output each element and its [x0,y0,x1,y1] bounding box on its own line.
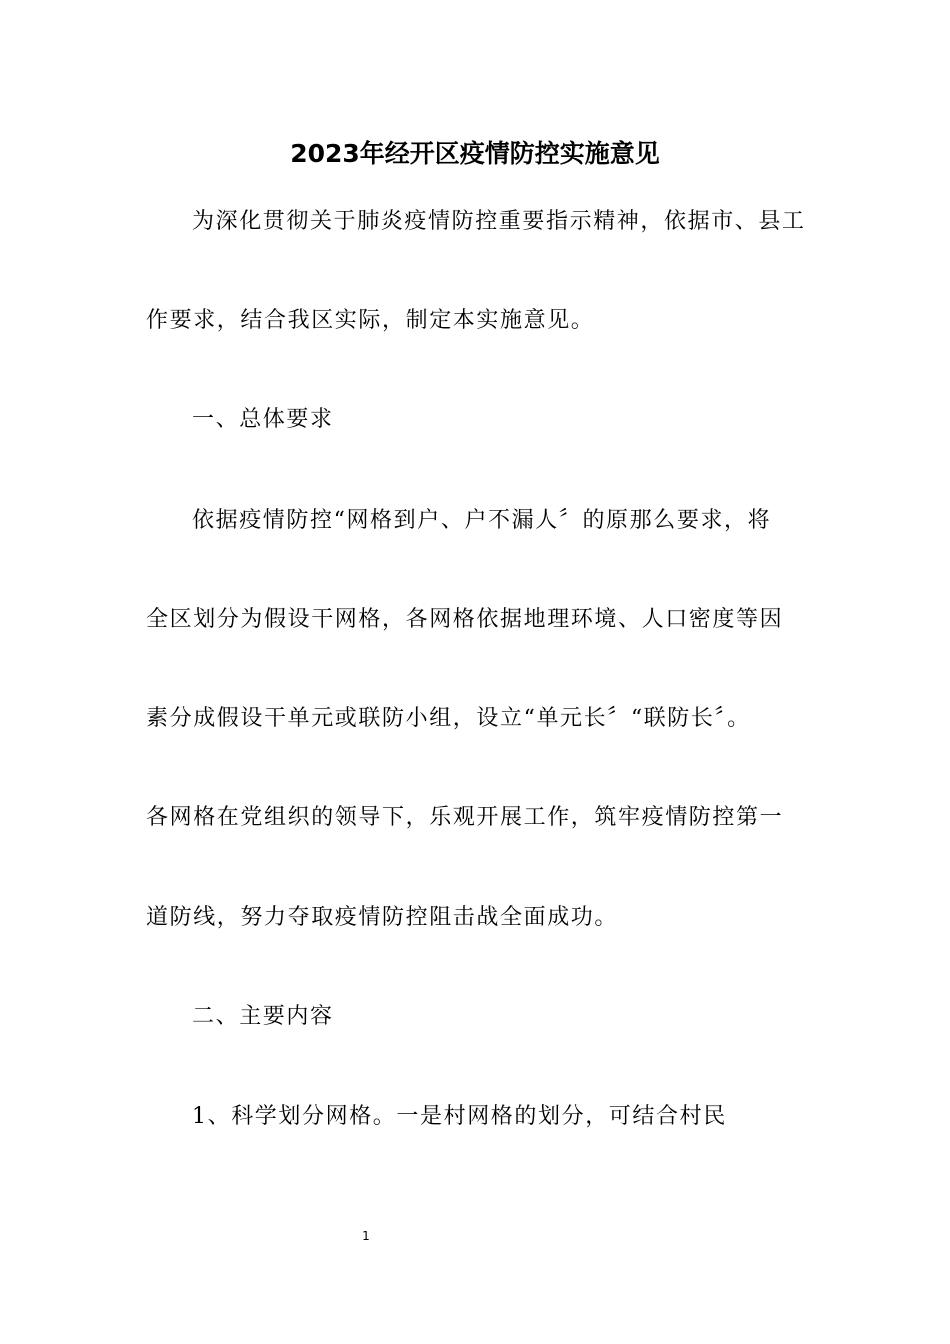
section-heading: 二、主要内容 [192,1004,334,1029]
paragraph-line: 作要求，结合我区实际，制定本实施意见。 [146,308,595,333]
paragraph-line: 素分成假设干单元或联防小组，设立“单元长〞“联防长〞。 [146,706,751,731]
paragraph-line: 1、科学划分网格。一是村网格的划分，可结合村民 [192,1104,727,1129]
section-heading: 一、总体要求 [192,407,334,432]
document-title: 2023年经开区疫情防控实施意见 [290,139,660,168]
paragraph-line: 依据疫情防控“网格到户、户不漏人〞的原那么要求，将 [192,508,772,533]
paragraph-line: 道防线，努力夺取疫情防控阻击战全面成功。 [146,905,619,930]
page-number: 1 [362,1229,370,1243]
paragraph-line: 为深化贯彻关于肺炎疫情防控重要指示精神，依据市、县工 [192,209,806,234]
paragraph-line: 各网格在党组织的领导下，乐观开展工作，筑牢疫情防控第一 [146,805,784,830]
paragraph-line: 全区划分为假设干网格，各网格依据地理环境、人口密度等因 [146,607,784,632]
